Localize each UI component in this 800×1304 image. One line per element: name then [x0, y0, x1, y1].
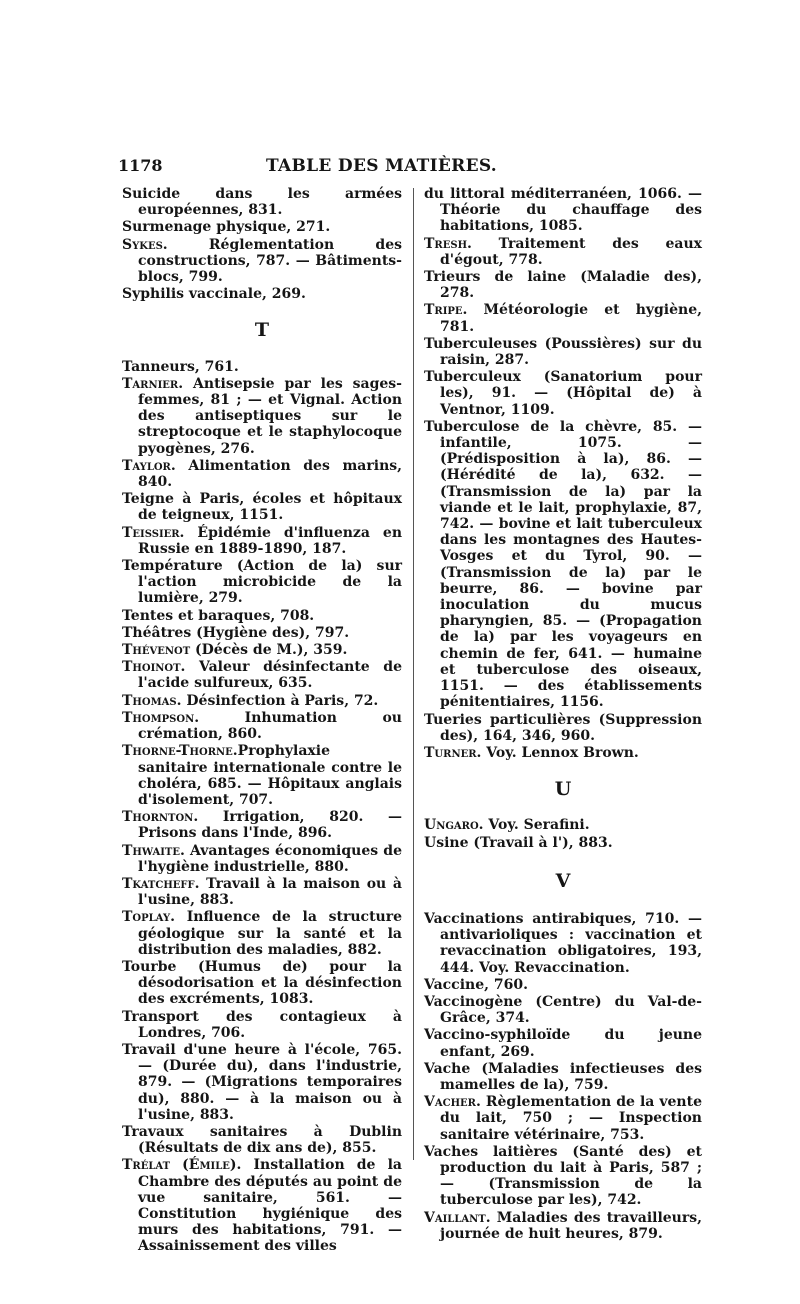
index-entry	[424, 1027, 702, 1059]
author-name: Ungaro.	[424, 817, 484, 834]
index-entry	[122, 458, 402, 490]
entry-text: Épidémie d'influenza en Russie en 1889-1890, 187.	[138, 524, 402, 557]
index-entry	[122, 1157, 402, 1254]
entry-text: Règlementation de la vente du lait, 750 ; — Inspection sanitaire vétérinaire, 753.	[440, 1094, 702, 1143]
entry-text: Tentes et baraques, 708.	[122, 607, 315, 624]
author-name: Tripe.	[424, 302, 468, 319]
author-name: Thomas.	[122, 692, 182, 709]
index-entry	[122, 959, 402, 1008]
section-letter-t: T	[254, 319, 270, 342]
author-name: Thévenot	[122, 642, 191, 659]
index-entry	[424, 745, 702, 761]
entry-text: Vaccino-syphiloïde du jeune enfant, 269.	[424, 1027, 702, 1060]
index-entry	[122, 659, 402, 691]
left-column	[122, 186, 402, 1256]
entry-text: Suicide dans les armées européennes, 831.	[122, 186, 402, 219]
index-entry	[424, 1094, 702, 1143]
author-name: Thoinot.	[122, 659, 186, 676]
index-entry	[424, 302, 702, 334]
entry-text: Désinfection à Paris, 72.	[181, 692, 379, 709]
index-entry	[122, 525, 402, 557]
index-entry	[424, 236, 702, 268]
index-entry	[122, 743, 402, 808]
entry-text: Installation de la Chambre des députés au point de vue sanitaire, 561. — Constitution hygiénique des murs des habitations, 791. — Assainissement des villes	[138, 1157, 402, 1255]
entry-text: Voy. Lennox Brown.	[481, 744, 639, 761]
author-name: Taylor.	[122, 457, 176, 474]
index-entry	[122, 909, 402, 958]
author-name: Thompson.	[122, 709, 200, 726]
entry-text: Prophylaxie sanitaire internationale contre le choléra, 685. — Hôpitaux anglais d'isolement, 707.	[138, 743, 402, 808]
index-entry	[424, 1210, 702, 1242]
index-entry	[122, 1009, 402, 1041]
index-entry	[122, 876, 402, 908]
author-name: Teissier.	[122, 524, 185, 541]
index-entry	[424, 994, 702, 1026]
page-header	[118, 156, 510, 182]
entry-text: Syphilis vaccinale, 269.	[122, 286, 306, 303]
entry-text: Vache (Maladies infectieuses des mamelles de la), 759.	[424, 1060, 702, 1093]
right-column	[424, 186, 702, 1243]
author-name: Vacher.	[424, 1094, 481, 1111]
index-entry	[122, 186, 402, 218]
running-title: TABLE DES MATIÈRES.	[266, 156, 498, 176]
index-entry	[122, 376, 402, 457]
index-entry	[424, 911, 702, 976]
entry-text: Théâtres (Hygiène des), 797.	[122, 624, 350, 641]
entry-text: Influence de la structure géologique sur la santé et la distribution des maladies, 882.	[138, 909, 402, 958]
author-name: Turner.	[424, 744, 482, 761]
index-entry	[122, 219, 402, 235]
index-entry	[424, 419, 702, 711]
index-entry	[424, 269, 702, 301]
index-entry	[122, 1124, 402, 1156]
entry-text: Réglementation des constructions, 787. — Bâtiments-blocs, 799.	[138, 236, 402, 286]
index-entry	[122, 237, 402, 286]
entry-text: du littoral méditerranéen, 1066. — Théorie du chauffage des habitations, 1085.	[424, 186, 702, 235]
index-entry	[122, 642, 402, 658]
entry-text: Vaccinations antirabiques, 710. — antivarioliques : vaccination et revaccination obligatoires, 193, 444. Voy. Revaccination.	[424, 910, 702, 976]
entry-text: Tourbe (Humus de) pour la désodorisation et la désinfection des excréments, 1083.	[122, 958, 402, 1008]
entry-text: Vaccine, 760.	[424, 976, 528, 993]
entry-text: Usine (Travail à l'), 883.	[424, 834, 613, 851]
section-letter-v: V	[555, 869, 571, 892]
entry-text: Valeur désinfectante de l'acide sulfureux, 635.	[138, 659, 402, 692]
page-number: 1178	[118, 156, 163, 175]
index-entry	[424, 835, 702, 851]
entry-text: Tuberculeuses (Poussières) sur du raisin, 287.	[424, 335, 702, 369]
entry-text: Tuberculeux (Sanatorium pour les), 91. — (Hôpital de) à Ventnor, 1109.	[424, 369, 702, 418]
section-letter-u: U	[554, 778, 572, 801]
index-entry	[122, 809, 402, 841]
author-name: Thornton.	[122, 809, 199, 826]
column-divider	[413, 188, 414, 1160]
entry-text: Travail à la maison ou à l'usine, 883.	[138, 875, 402, 909]
entry-text: Transport des contagieux à Londres, 706.	[122, 1008, 402, 1041]
entry-text: Voy. Serafini.	[483, 817, 590, 834]
index-entry	[424, 817, 702, 833]
entry-text: Antisepsie par les sages-femmes, 81 ; — et Vignal. Action des antiseptiques sur le streptocoque et le staphylocoque pyogènes, 276.	[138, 375, 402, 457]
index-entry	[424, 369, 702, 418]
entry-text: Tueries particulières (Suppression des), 164, 346, 960.	[424, 711, 702, 744]
index-entry	[424, 186, 702, 235]
index-entry	[122, 359, 402, 375]
entry-text: Traitement des eaux d'égout, 778.	[440, 235, 702, 268]
index-entry	[122, 491, 402, 523]
entry-text: Travaux sanitaires à Dublin (Résultats de dix ans de), 855.	[122, 1123, 402, 1157]
entry-text: Teigne à Paris, écoles et hôpitaux de teigneux, 1151.	[122, 491, 402, 524]
index-entry	[122, 608, 402, 624]
author-name: Thorne-Thorne.	[122, 743, 238, 760]
index-entry	[122, 710, 402, 742]
index-entry	[424, 1144, 702, 1209]
entry-text: Trieurs de laine (Maladie des), 278.	[424, 269, 702, 302]
index-entry	[122, 558, 402, 607]
entry-text: Maladies des travailleurs, journée de huit heures, 879.	[440, 1209, 702, 1242]
author-name: Toplay.	[122, 909, 175, 926]
author-name: Tkatcheff.	[122, 875, 200, 892]
author-name: Trélat (Émile).	[122, 1157, 242, 1174]
entry-text: Alimentation des marins, 840.	[138, 457, 402, 491]
entry-text: Tuberculose de la chèvre, 85. — infantile, 1075. — (Prédisposition à la), 86. — (Hérédité de la), 632. — (Transmission de la) par la viande et le lait, prophylaxie, 87, 742. — bovine et lait tuberculeux dans les montagnes des Hautes-Vosges et du Tyrol, 90. — (Transmission de la) par le beurre, 86. — bovine par inoculation du mucus pharyngien, 85. — (Propagation de la) par les voyageurs en chemin de fer, 641. — humaine et tuberculose des oiseaux, 1151. — des établissements pénitentiaires, 1156.	[424, 418, 702, 711]
entry-text: Inhumation ou crémation, 860.	[138, 709, 402, 743]
author-name: Tarnier.	[122, 375, 184, 392]
entry-text: Travail d'une heure à l'école, 765. — (Durée du), dans l'industrie, 879. — (Migrations temporaires du), 880. — à la maison ou à l'usine, 883.	[122, 1041, 402, 1123]
index-entry	[122, 625, 402, 641]
entry-text: Vaches laitières (Santé des) et production du lait à Paris, 587 ; — (Transmission de la tuberculose par les), 742.	[424, 1143, 702, 1209]
entry-text: Avantages économiques de l'hygiène industrielle, 880.	[138, 842, 402, 875]
index-entry	[122, 693, 402, 709]
index-entry	[122, 1042, 402, 1123]
entry-text: Tanneurs, 761.	[122, 358, 239, 375]
author-name: Vaillant.	[424, 1209, 491, 1226]
index-entry	[424, 336, 702, 368]
index-entry	[424, 977, 702, 993]
author-name: Thwaite.	[122, 842, 185, 859]
entry-text: Température (Action de la) sur l'action microbicide de la lumière, 279.	[122, 558, 402, 607]
index-entry	[424, 712, 702, 744]
entry-text: Vaccinogène (Centre) du Val-de-Grâce, 374.	[424, 993, 702, 1027]
author-name: Sykes.	[122, 236, 168, 253]
index-entry	[424, 1061, 702, 1093]
entry-text: Météorologie et hygiène, 781.	[440, 302, 702, 335]
index-entry	[122, 286, 402, 302]
author-name: Tresh.	[424, 235, 472, 252]
index-entry	[122, 843, 402, 875]
entry-text: Surmenage physique, 271.	[122, 219, 331, 236]
entry-text: (Décès de M.), 359.	[190, 642, 348, 659]
entry-text: Irrigation, 820. — Prisons dans l'Inde, 896.	[138, 809, 402, 842]
